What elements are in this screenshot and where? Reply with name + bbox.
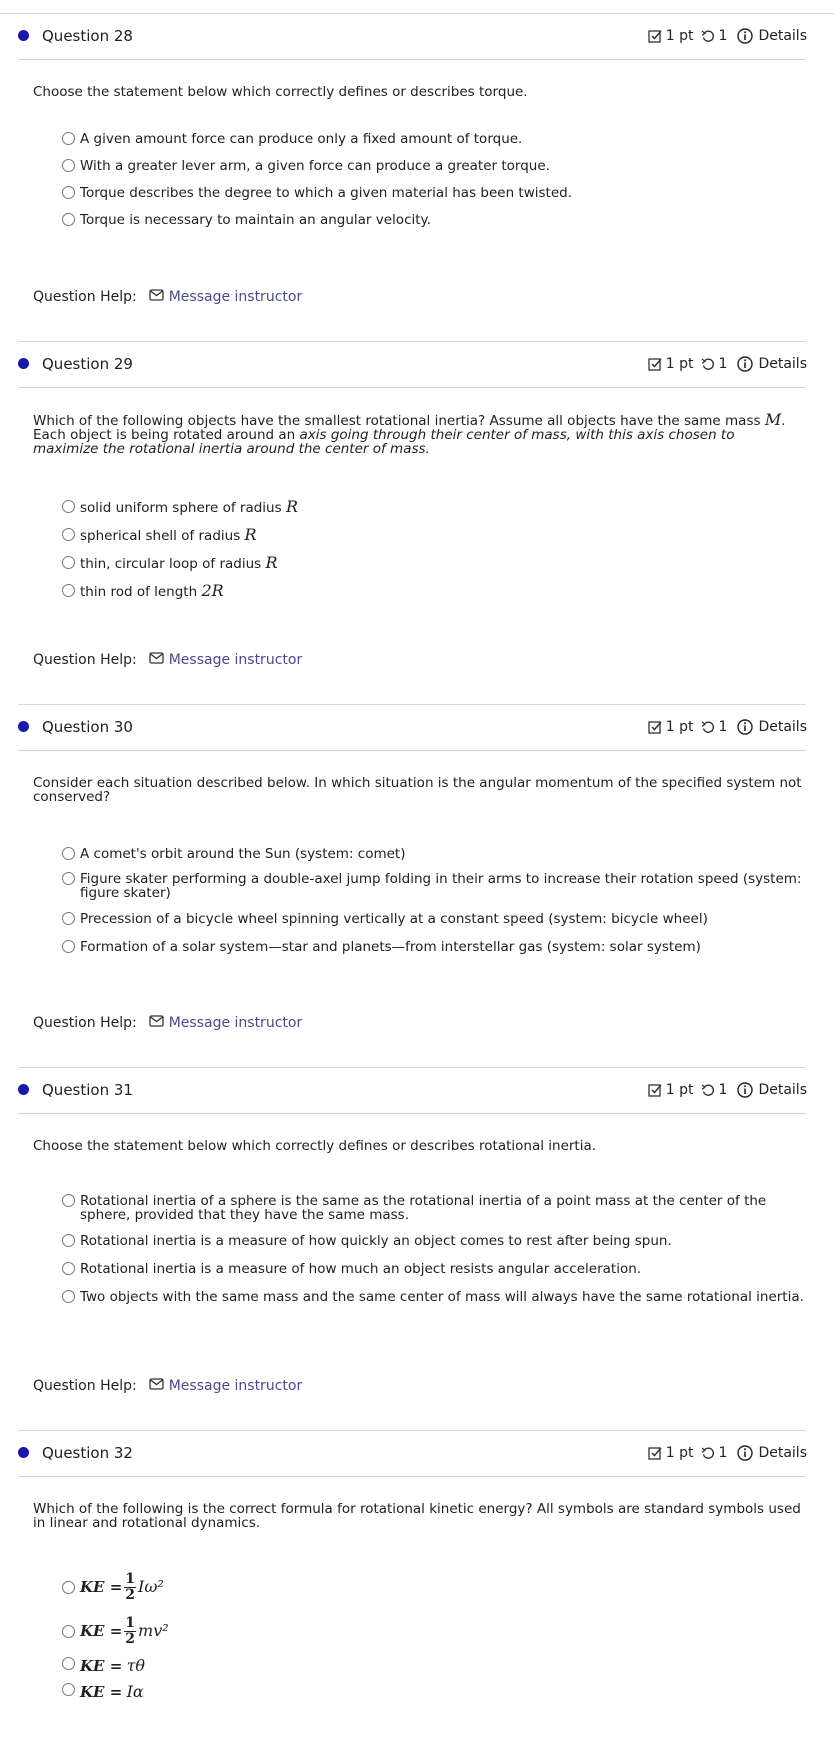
envelope-icon [149,289,169,305]
question-help [33,1378,302,1394]
retry-icon [701,1083,715,1097]
answer-option[interactable] [62,159,807,186]
details-label: Details [758,719,807,735]
question-separator [18,1430,806,1431]
answer-options [62,847,807,968]
answer-option[interactable] [62,553,807,584]
radio-button[interactable] [62,1581,75,1594]
radio-button[interactable] [62,1234,75,1247]
answer-option[interactable] [62,1679,807,1705]
question-header [0,1070,834,1110]
answer-options [62,1194,807,1330]
fraction [124,1616,136,1647]
question-title: Question 30 [42,718,133,736]
message-instructor-label: Message instructor [168,1015,303,1031]
radio-button[interactable] [62,132,75,145]
fraction-numerator: 1 [125,1614,136,1631]
radio-button[interactable] [62,528,75,541]
question-bullet [18,30,29,41]
question-meta [648,26,807,46]
answer-option[interactable] [62,1194,807,1234]
envelope-icon [149,1378,169,1394]
checkbox-pencil-icon [648,1446,662,1460]
top-divider [0,13,834,14]
details-label: Details [758,1082,807,1098]
message-instructor-link[interactable] [149,652,303,668]
option-text: Rotational inertia is a measure of how quickly an object comes to rest after being spun. [80,1233,672,1249]
points-value: 1 pt [665,719,694,735]
checkbox-pencil-icon [648,29,662,43]
question-bullet [18,358,29,369]
question-bullet [18,1084,29,1095]
question-header [0,707,834,747]
option-text: Formation of a solar system—star and planets—from interstellar gas (system: solar system) [80,939,701,955]
points-value: 1 pt [665,1445,694,1461]
answer-option[interactable] [62,872,807,912]
fraction-numerator: 1 [125,1570,136,1587]
details-label: Details [758,356,807,372]
tries-value: 1 [718,719,728,735]
question-bullet [18,721,29,732]
help-label: Question Help: [33,652,137,668]
option-text: Rotational inertia is a measure of how much an object resists angular acceleration. [80,1261,642,1277]
question-meta [648,1443,807,1463]
answer-option[interactable] [62,1262,807,1290]
radio-button[interactable] [62,186,75,199]
details-button[interactable] [737,28,807,44]
answer-options [62,1565,807,1705]
tries-value: 1 [718,356,728,372]
envelope-icon [149,652,169,668]
answer-option[interactable] [62,497,807,528]
message-instructor-label: Message instructor [168,652,303,668]
formula-rhs: Iω² [138,1577,164,1596]
retry-icon [701,1446,715,1460]
envelope-icon [149,1015,169,1031]
question-title: Question 32 [42,1444,133,1462]
help-label: Question Help: [33,1015,137,1031]
details-button[interactable] [737,1082,807,1098]
message-instructor-label: Message instructor [168,1378,303,1394]
answer-option[interactable] [62,213,807,240]
retry-icon [701,357,715,371]
radio-button[interactable] [62,847,75,860]
retry-icon [701,720,715,734]
points-value: 1 pt [665,28,694,44]
answer-option[interactable] [62,912,807,940]
option-text: Figure skater performing a double-axel jump folding in their arms to increase their rotation speed (system: figure skater) [80,871,802,901]
radio-button[interactable] [62,500,75,513]
radio-button[interactable] [62,584,75,597]
prompt-text: . Each object is being rotated around an [33,413,786,443]
question-prompt: Choose the statement below which correctly defines or describes torque. [33,84,528,100]
prompt-text: Which of the following objects have the smallest rotational inertia? Assume all objects have the same mass [33,413,761,429]
tries-value: 1 [718,1445,728,1461]
option-text: Two objects with the same mass and the same center of mass will always have the same rotational inertia. [80,1289,804,1305]
question-prompt [33,410,803,457]
details-button[interactable] [737,356,807,372]
checkbox-pencil-icon [648,357,662,371]
math-symbol: M [764,410,782,429]
answer-options [62,497,807,612]
question-bullet [18,1447,29,1458]
header-divider [18,1476,806,1477]
tries-value: 1 [718,28,728,44]
info-circle-icon [737,1445,753,1461]
message-instructor-label: Message instructor [168,289,303,305]
question-help [33,1015,302,1031]
option-text: solid uniform sphere of radius [80,500,286,516]
fraction-denominator: 2 [125,1630,136,1647]
question-separator [18,704,806,705]
header-divider [18,1113,806,1114]
option-text: Precession of a bicycle wheel spinning vertically at a constant speed (system: bicycle wheel) [80,911,708,927]
math-symbol: R [285,497,298,516]
fraction [124,1572,136,1603]
formula-rhs: mv² [138,1621,169,1640]
retry-icon [701,29,715,43]
details-label: Details [758,28,807,44]
answer-option[interactable] [62,847,807,872]
option-text: thin rod of length [80,584,202,600]
question-help [33,289,302,305]
header-divider [18,387,806,388]
question-title: Question 29 [42,355,133,373]
help-label: Question Help: [33,289,137,305]
radio-button[interactable] [62,556,75,569]
answer-option[interactable] [62,186,807,213]
option-text: Rotational inertia of a sphere is the same as the rotational inertia of a point mass at the center of the sphere, provided that they have the same mass. [80,1193,767,1223]
formula-lhs: KE = [80,1683,123,1701]
option-text: thin, circular loop of radius [80,556,266,572]
answer-option[interactable] [62,525,807,556]
radio-button[interactable] [62,1290,75,1303]
points-value: 1 pt [665,356,694,372]
tries-value: 1 [718,1082,728,1098]
formula-rhs: Iα [126,1682,144,1701]
radio-button[interactable] [62,213,75,226]
radio-button[interactable] [62,1194,75,1207]
prompt-emphasis: axis going through their center of mass, with this axis chosen to maximize the rotational inertia around the center of mass. [33,427,735,457]
checkbox-pencil-icon [648,720,662,734]
question-title: Question 31 [42,1081,133,1099]
answer-option[interactable] [62,581,807,612]
radio-button[interactable] [62,1683,75,1696]
option-text: A comet's orbit around the Sun (system: comet) [80,846,406,862]
math-symbol: R [244,525,257,544]
formula-rhs: τθ [126,1656,146,1675]
details-button[interactable] [737,719,807,735]
help-label: Question Help: [33,1378,137,1394]
option-text: Torque is necessary to maintain an angular velocity. [80,212,431,228]
answer-option[interactable] [62,132,807,159]
points-value: 1 pt [665,1082,694,1098]
answer-option[interactable] [62,1653,807,1679]
info-circle-icon [737,719,753,735]
formula-lhs: KE = [80,1657,123,1675]
details-label: Details [758,1445,807,1461]
math-symbol: R [265,553,278,572]
option-text: A given amount force can produce only a fixed amount of torque. [80,131,523,147]
radio-button[interactable] [62,1657,75,1670]
question-help [33,652,302,668]
option-text: spherical shell of radius [80,528,245,544]
radio-button[interactable] [62,872,75,885]
fraction-denominator: 2 [125,1586,136,1603]
question-header [0,1433,834,1473]
info-circle-icon [737,356,753,372]
question-meta [648,354,807,374]
details-button[interactable] [737,1445,807,1461]
question-separator [18,341,806,342]
question-title: Question 28 [42,27,133,45]
question-header [0,344,834,384]
question-prompt: Choose the statement below which correctly defines or describes rotational inertia. [33,1138,597,1154]
math-symbol: 2R [201,581,224,600]
header-divider [18,750,806,751]
question-header [0,16,834,56]
question-prompt: Consider each situation described below. In which situation is the angular momentum of the specified system not conserved? [33,775,802,805]
info-circle-icon [737,28,753,44]
radio-button[interactable] [62,1262,75,1275]
option-text: Torque describes the degree to which a given material has been twisted. [80,185,573,201]
header-divider [18,59,806,60]
message-instructor-link[interactable] [149,289,303,305]
info-circle-icon [737,1082,753,1098]
question-meta [648,1080,807,1100]
radio-button[interactable] [62,159,75,172]
question-meta [648,717,807,737]
question-prompt: Which of the following is the correct formula for rotational kinetic energy? All symbols are standard symbols used in linear and rotational dynamics. [33,1501,801,1531]
answer-option[interactable] [62,1609,807,1653]
formula-lhs: KE = [80,1622,123,1640]
answer-option[interactable] [62,1290,807,1330]
question-separator [18,1067,806,1068]
answer-options [62,132,807,240]
radio-button[interactable] [62,940,75,953]
answer-option[interactable] [62,1565,807,1609]
checkbox-pencil-icon [648,1083,662,1097]
option-text: With a greater lever arm, a given force can produce a greater torque. [80,158,550,174]
message-instructor-link[interactable] [149,1378,303,1394]
formula-lhs: KE = [80,1578,123,1596]
answer-option[interactable] [62,940,807,968]
radio-button[interactable] [62,912,75,925]
message-instructor-link[interactable] [149,1015,303,1031]
answer-option[interactable] [62,1234,807,1262]
radio-button[interactable] [62,1625,75,1638]
